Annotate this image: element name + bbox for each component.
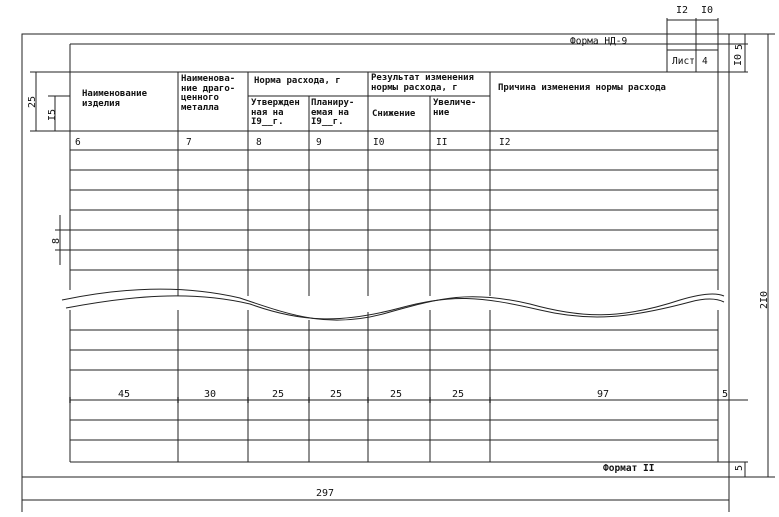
colnum-9: 9	[316, 137, 322, 148]
header-col6: Наименование изделия	[82, 89, 148, 109]
dim-right-10: I0	[733, 53, 744, 67]
dim-right-5-bottom: 5	[734, 464, 745, 472]
header-col11: Увеличе- ние	[433, 98, 477, 118]
header-col12: Причина изменения нормы расхода	[498, 83, 666, 93]
colnum-11: II	[436, 137, 448, 148]
colnum-6: 6	[75, 137, 81, 148]
header-col7: Наименова- ние драго- ценного металла	[181, 74, 236, 113]
dim-top-12: I2	[676, 5, 689, 16]
colnum-8: 8	[256, 137, 262, 148]
width-5: 5	[722, 389, 729, 400]
header-col9: Планиру- емая на I9__г.	[311, 98, 355, 127]
form-label: Форма НД-9	[570, 36, 628, 47]
header-norm-group: Норма расхода, г	[254, 76, 341, 86]
dim-width-297: 297	[316, 488, 335, 499]
width-25a: 25	[272, 389, 285, 400]
colnum-12: I2	[499, 137, 511, 148]
header-col8: Утвержден ная на I9__г.	[251, 98, 300, 127]
dim-height-210: 2I0	[759, 290, 770, 310]
sheet-number: 4	[702, 56, 708, 67]
width-97: 97	[597, 389, 610, 400]
width-25b: 25	[330, 389, 343, 400]
colnum-10: I0	[373, 137, 385, 148]
sheet-label: Лист	[672, 56, 695, 67]
colnum-7: 7	[186, 137, 192, 148]
dim-left-25: 25	[27, 95, 38, 109]
width-30: 30	[204, 389, 217, 400]
header-col10: Снижение	[372, 109, 416, 119]
dim-top-10: I0	[701, 5, 714, 16]
dim-left-8: 8	[51, 237, 62, 245]
header-result-group: Результат изменения нормы расхода, г	[371, 73, 474, 93]
width-45: 45	[118, 389, 131, 400]
width-25c: 25	[390, 389, 403, 400]
dim-left-15: I5	[47, 108, 58, 122]
width-25d: 25	[452, 389, 465, 400]
dim-right-5-top: 5	[734, 43, 745, 51]
format-label: Формат II	[603, 463, 655, 474]
